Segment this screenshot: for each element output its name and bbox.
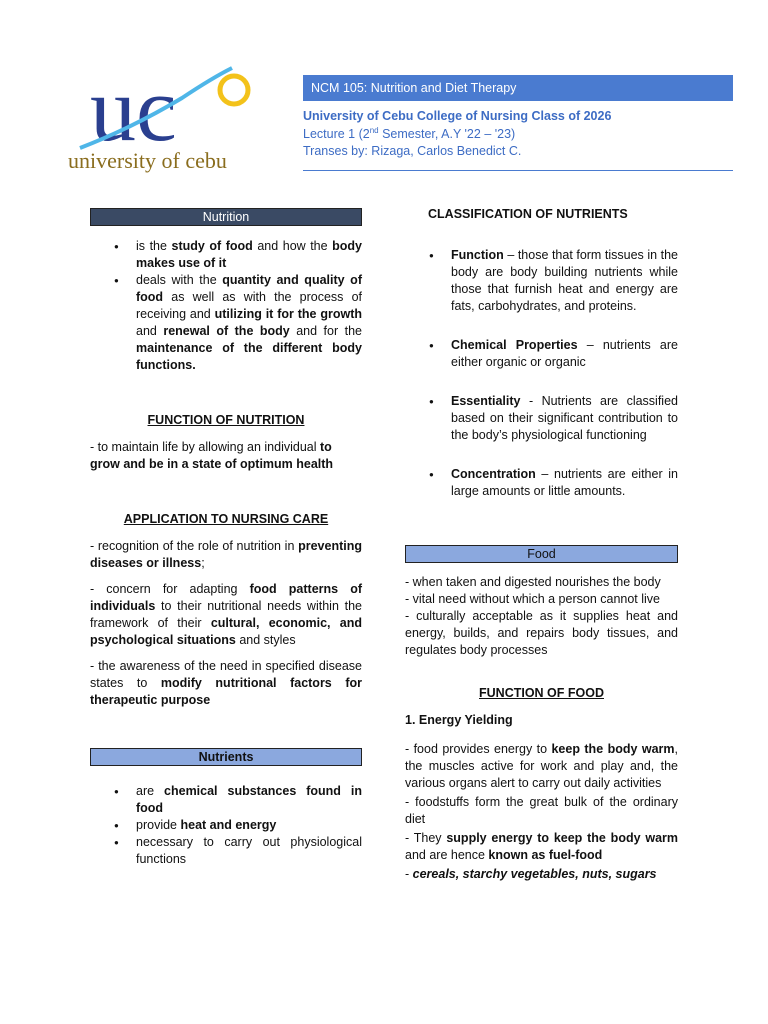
function-of-nutrition-heading: FUNCTION OF NUTRITION [147,413,305,427]
list-item: ● deals with the quantity and quality of food as well as with the process of receiving and utilizing it for the growth and renewal of the body and for the maintenance of the different body functions. [90,272,362,374]
svg-text:uc: uc [90,58,177,160]
course-title: NCM 105: Nutrition and Diet Therapy [311,81,517,95]
function-of-food-heading: FUNCTION OF FOOD [479,686,604,700]
application-heading: APPLICATION TO NURSING CARE [123,512,329,526]
nutrients-list [90,783,362,868]
university-logo [62,58,272,186]
list-item: ● Essentiality - Nutrients are classified based on their significant contribution to the body’s physiological functioning [405,393,678,444]
svg-text:university of cebu: university of cebu [68,148,227,173]
list-item: ● Function – those that form tissues in the body are body building nutrients while those that furnish heat and energy are fats, carbohydrates, and proteins. [405,247,678,315]
application-text: - recognition of the role of nutrition in preventing diseases or illness; - concern for adapting food patterns of individuals to their nutritional needs within the framework of their cultural, economic, and psychological situations and styles - the awareness of the need in specified disease states to modify nutritional factors for therapeutic purpose [90,539,362,707]
course-banner [303,75,733,101]
list-item: ● necessary to carry out physiological functions [90,834,362,868]
energy-yielding-heading: 1. Energy Yielding [405,713,513,727]
function-of-nutrition-text: - to maintain life by allowing an individual to grow and be in a state of optimum health [90,440,334,471]
lecture-line: Lecture 1 (2nd Semester, A.Y '22 – '23) [303,126,516,142]
energy-yielding-text: - food provides energy to keep the body warm, the muscles active for work and play and, the various organs alert to carry out daily activities - foodstuffs form the great bulk of the ordinary diet - They supply energy to keep the body warm and are hence known as fuel-food - cereals, starchy vegetables, nuts, sugars [405,742,678,881]
classification-heading: CLASSIFICATION OF NUTRIENTS [428,207,628,221]
food-heading: Food [405,545,678,563]
list-item: ● Concentration – nutrients are either in large amounts or little amounts. [405,466,678,500]
list-item: ● Chemical Properties – nutrients are either organic or organic [405,337,678,371]
uc-logo-icon [62,58,272,186]
nutrition-list [90,238,362,374]
list-item: ● are chemical substances found in food [90,783,362,817]
classification-list [405,247,678,500]
nutrition-heading: Nutrition [90,208,362,226]
food-text: - when taken and digested nourishes the body - vital need without which a person cannot live - culturally acceptable as it supplies heat and energy, builds, and repairs body tissues, and regulates body processes [405,575,678,657]
nutrients-heading: Nutrients [90,748,362,766]
university-line: University of Cebu College of Nursing Class of 2026 [303,109,612,123]
list-item: ● is the study of food and how the body makes use of it [90,238,362,272]
header-rule [303,170,733,171]
transes-line: Transes by: Rizaga, Carlos Benedict C. [303,144,522,158]
list-item: ● provide heat and energy [90,817,362,834]
